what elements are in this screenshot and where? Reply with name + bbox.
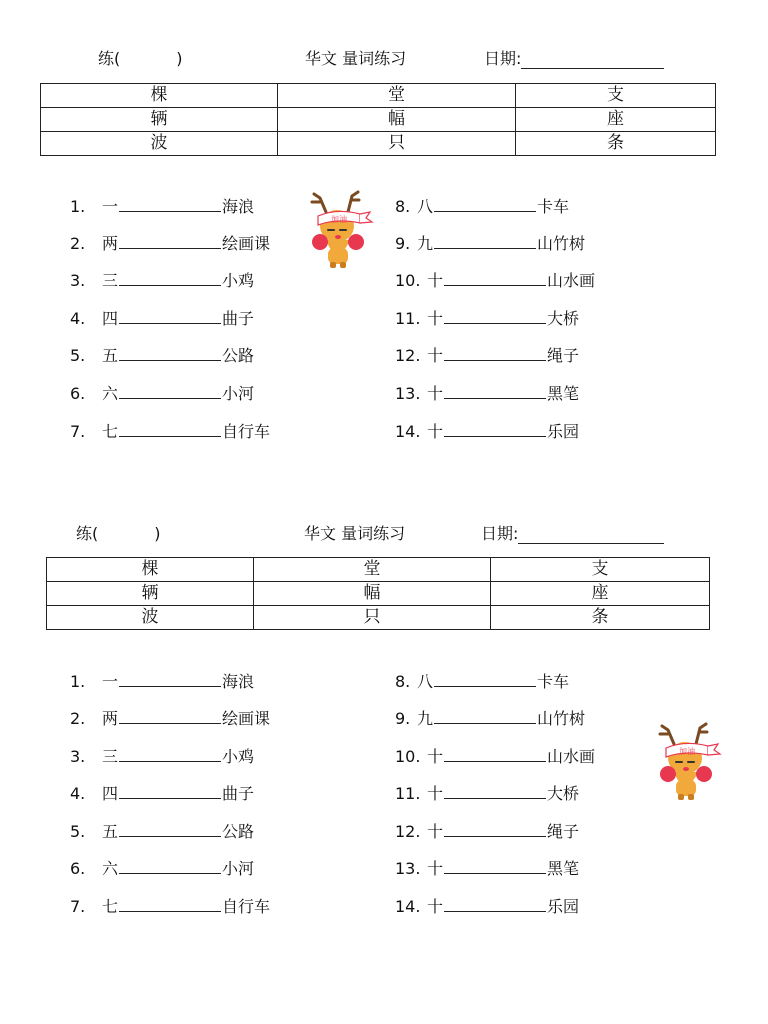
table-cell: 棵 bbox=[41, 84, 278, 108]
question-item: 14. 十 乐园 bbox=[395, 897, 580, 916]
table-cell: 幅 bbox=[254, 582, 491, 606]
measure-word-table bbox=[40, 83, 716, 156]
answer-blank[interactable] bbox=[119, 858, 221, 874]
date-field[interactable]: 日期: bbox=[481, 521, 664, 544]
question-item: 7. 七 自行车 bbox=[70, 422, 271, 441]
answer-blank[interactable] bbox=[444, 270, 546, 286]
table-cell: 波 bbox=[41, 132, 278, 156]
question-item: 5. 五 公路 bbox=[70, 346, 255, 365]
worksheet-title: 华文 量词练习 bbox=[304, 524, 406, 543]
answer-blank[interactable] bbox=[119, 671, 221, 687]
answer-blank[interactable] bbox=[119, 746, 221, 762]
answer-blank[interactable] bbox=[119, 196, 221, 212]
answer-blank[interactable] bbox=[434, 671, 536, 687]
table-row bbox=[47, 558, 710, 582]
answer-blank[interactable] bbox=[444, 421, 546, 437]
table-cell: 条 bbox=[491, 606, 710, 630]
answer-blank[interactable] bbox=[119, 421, 221, 437]
question-item: 12. 十 绳子 bbox=[395, 822, 580, 841]
question-item: 12. 十 绳子 bbox=[395, 346, 580, 365]
answer-blank[interactable] bbox=[434, 196, 536, 212]
answer-blank[interactable] bbox=[444, 821, 546, 837]
question-item: 11. 十 大桥 bbox=[395, 309, 580, 328]
answer-blank[interactable] bbox=[444, 345, 546, 361]
worksheet-title: 华文 量词练习 bbox=[305, 49, 407, 68]
table-row bbox=[41, 132, 716, 156]
table-cell: 只 bbox=[254, 606, 491, 630]
table-cell: 辆 bbox=[41, 108, 278, 132]
question-item: 5. 五 公路 bbox=[70, 822, 255, 841]
table-row bbox=[41, 84, 716, 108]
table-cell: 堂 bbox=[278, 84, 516, 108]
table-cell: 座 bbox=[516, 108, 716, 132]
answer-blank[interactable] bbox=[434, 233, 536, 249]
question-item: 4. 四 曲子 bbox=[70, 309, 255, 328]
answer-blank[interactable] bbox=[434, 708, 536, 724]
question-item: 14. 十 乐园 bbox=[395, 422, 580, 441]
answer-blank[interactable] bbox=[119, 233, 221, 249]
question-item: 9. 九 山竹树 bbox=[395, 709, 586, 728]
answer-blank[interactable] bbox=[119, 896, 221, 912]
question-item: 3. 三 小鸡 bbox=[70, 271, 255, 290]
question-item: 9. 九 山竹树 bbox=[395, 234, 586, 253]
answer-blank[interactable] bbox=[444, 896, 546, 912]
table-row bbox=[47, 582, 710, 606]
question-item: 7. 七 自行车 bbox=[70, 897, 271, 916]
question-item: 13. 十 黑笔 bbox=[395, 859, 580, 878]
question-item: 10. 十 山水画 bbox=[395, 271, 596, 290]
question-item: 8. 八 卡车 bbox=[395, 197, 570, 216]
answer-blank[interactable] bbox=[119, 383, 221, 399]
answer-blank[interactable] bbox=[444, 783, 546, 799]
question-item: 4. 四 曲子 bbox=[70, 784, 255, 803]
answer-blank[interactable] bbox=[119, 345, 221, 361]
question-item: 2. 两 绘画课 bbox=[70, 709, 271, 728]
headband-text: 加油 bbox=[679, 747, 695, 756]
table-row bbox=[47, 606, 710, 630]
question-item: 1. 一 海浪 bbox=[70, 197, 255, 216]
reindeer-mascot-icon bbox=[304, 190, 380, 272]
table-cell: 幅 bbox=[278, 108, 516, 132]
question-item: 3. 三 小鸡 bbox=[70, 747, 255, 766]
table-cell: 辆 bbox=[47, 582, 254, 606]
table-cell: 支 bbox=[516, 84, 716, 108]
table-row bbox=[41, 108, 716, 132]
table-cell: 棵 bbox=[47, 558, 254, 582]
reindeer-mascot-icon bbox=[652, 722, 728, 804]
table-cell: 支 bbox=[491, 558, 710, 582]
table-cell: 堂 bbox=[254, 558, 491, 582]
question-item: 1. 一 海浪 bbox=[70, 672, 255, 691]
class-label: 练( ) bbox=[76, 524, 161, 543]
question-item: 13. 十 黑笔 bbox=[395, 384, 580, 403]
question-item: 6. 六 小河 bbox=[70, 384, 255, 403]
answer-blank[interactable] bbox=[119, 308, 221, 324]
answer-blank[interactable] bbox=[444, 383, 546, 399]
answer-blank[interactable] bbox=[444, 308, 546, 324]
answer-blank[interactable] bbox=[119, 783, 221, 799]
measure-word-table bbox=[46, 557, 710, 630]
question-item: 8. 八 卡车 bbox=[395, 672, 570, 691]
table-cell: 条 bbox=[516, 132, 716, 156]
answer-blank[interactable] bbox=[444, 858, 546, 874]
answer-blank[interactable] bbox=[119, 708, 221, 724]
answer-blank[interactable] bbox=[119, 821, 221, 837]
table-cell: 波 bbox=[47, 606, 254, 630]
question-item: 11. 十 大桥 bbox=[395, 784, 580, 803]
table-cell: 座 bbox=[491, 582, 710, 606]
date-field[interactable]: 日期: bbox=[484, 46, 664, 69]
question-item: 6. 六 小河 bbox=[70, 859, 255, 878]
class-label: 练( ) bbox=[98, 49, 183, 68]
headband-text: 加油 bbox=[331, 215, 347, 224]
question-item: 10. 十 山水画 bbox=[395, 747, 596, 766]
question-item: 2. 两 绘画课 bbox=[70, 234, 271, 253]
table-cell: 只 bbox=[278, 132, 516, 156]
answer-blank[interactable] bbox=[119, 270, 221, 286]
answer-blank[interactable] bbox=[444, 746, 546, 762]
